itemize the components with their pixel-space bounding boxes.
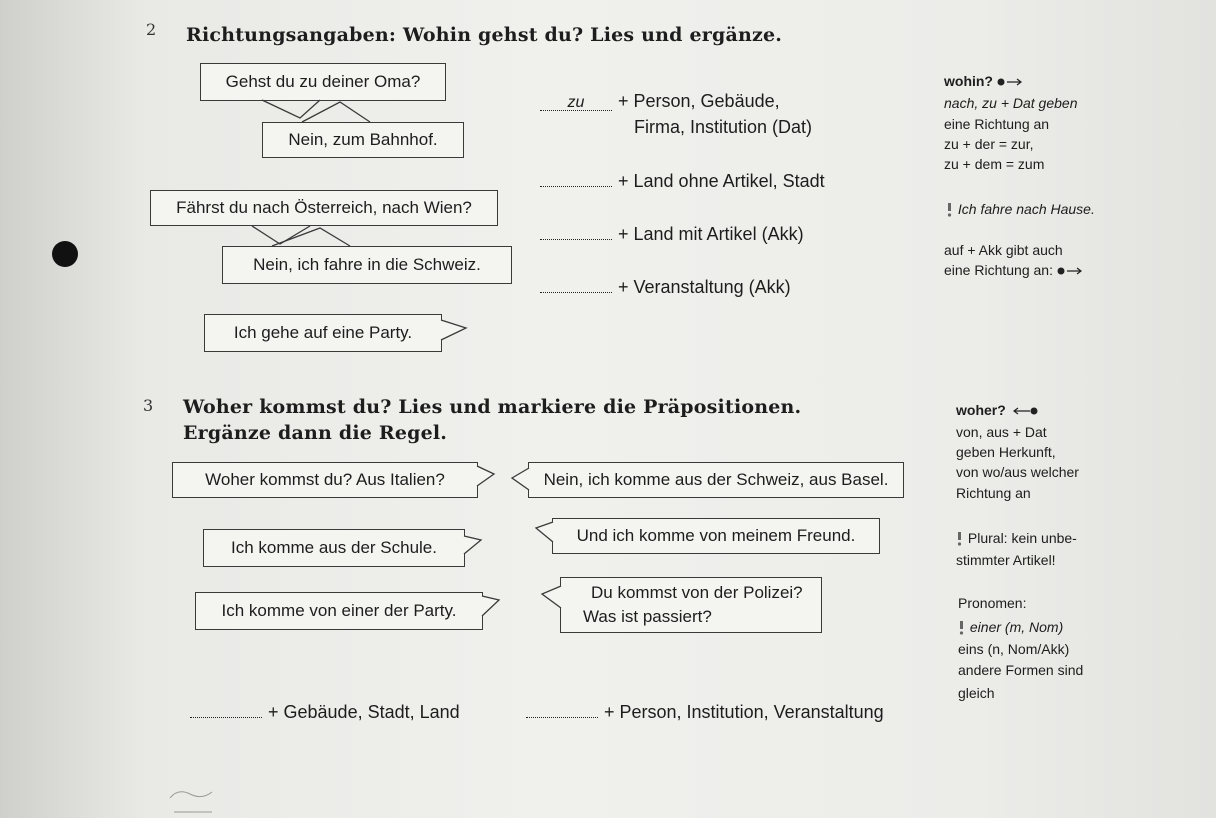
speech-bubble xyxy=(262,122,464,158)
side-note-line xyxy=(944,261,1085,280)
bubble-tail-icon xyxy=(463,532,485,562)
bubble-text: Ich gehe auf eine Party. xyxy=(233,323,413,342)
bubble-text: Nein, zum Bahnhof. xyxy=(288,130,438,149)
bubble-text: Und ich komme von meinem Freund. xyxy=(576,526,856,545)
exercise-subheading: Ergänze dann die Regel. xyxy=(183,422,448,444)
bubble-tail-icon xyxy=(270,226,390,248)
side-note-line: stimmter Artikel! xyxy=(956,552,1056,568)
rule-line xyxy=(540,91,780,112)
bubble-text: Was ist passiert? xyxy=(583,607,712,626)
side-note-line: eins (n, Nom/Akk) xyxy=(958,641,1070,657)
side-note-title xyxy=(944,72,1025,91)
speech-bubble xyxy=(200,63,446,101)
bubble-text: Du kommst von der Polizei? xyxy=(591,583,803,602)
bubble-tail-icon xyxy=(300,100,460,124)
speech-bubble xyxy=(150,190,498,226)
bubble-tail-icon xyxy=(440,318,470,348)
bubble-tail-icon xyxy=(510,466,530,496)
hint-icon xyxy=(958,621,966,635)
rule-line-continued: Firma, Institution (Dat) xyxy=(634,117,813,137)
rule-line xyxy=(190,702,460,723)
side-note-line: geben Herkunft, xyxy=(956,444,1056,460)
answer-blank[interactable] xyxy=(190,717,262,718)
rule-line xyxy=(540,171,825,192)
rule-text: + Land ohne Artikel, Stadt xyxy=(618,171,825,191)
side-note-line: auf + Akk gibt auch xyxy=(944,242,1063,258)
bubble-tail-icon xyxy=(481,594,503,624)
side-note-example xyxy=(946,200,1095,219)
binder-hole xyxy=(52,241,78,267)
scribble-icon xyxy=(168,784,218,818)
side-note-plural xyxy=(956,529,1077,548)
exercise-heading: Richtungsangaben: Wohin gehst du? Lies und ergänze. xyxy=(186,24,783,46)
speech-bubble xyxy=(204,314,442,352)
rule-line xyxy=(540,224,804,245)
bubble-text: Nein, ich fahre in die Schweiz. xyxy=(253,255,481,274)
side-text: eine Richtung an: xyxy=(944,262,1053,278)
hint-icon xyxy=(956,532,964,546)
hint-icon xyxy=(946,203,954,217)
rule-text: + Person, Institution, Veranstaltung xyxy=(604,702,884,722)
dot-arrow-right-icon xyxy=(1057,266,1085,276)
bubble-text: Ich komme von einer der Party. xyxy=(221,601,457,620)
answer-blank[interactable] xyxy=(526,717,598,718)
answer-blank[interactable]: zu xyxy=(540,96,612,111)
side-note-title xyxy=(956,401,1038,420)
side-note-line: eine Richtung an xyxy=(944,116,1050,132)
side-text: Plural: kein unbe- xyxy=(967,530,1077,546)
speech-bubble xyxy=(172,462,478,498)
bubble-tail-icon xyxy=(534,520,554,550)
arrow-left-dot-icon xyxy=(1010,406,1038,416)
speech-bubble xyxy=(222,246,512,284)
bubble-text: Woher kommst du? Aus Italien? xyxy=(205,470,445,489)
bubble-text: Gehst du zu deiner Oma? xyxy=(225,72,421,91)
side-note-line: gleich xyxy=(958,685,995,701)
side-note-line: zu + der = zur, xyxy=(944,136,1034,152)
answer-blank[interactable] xyxy=(540,239,612,240)
side-note-line: nach, zu + Dat geben xyxy=(944,95,1078,111)
rule-text: + Person, Gebäude, xyxy=(618,91,780,111)
answer-blank[interactable] xyxy=(540,186,612,187)
side-note-line: Richtung an xyxy=(956,485,1031,501)
bubble-text: Fährst du nach Österreich, nach Wien? xyxy=(176,198,472,217)
side-title: wohin? xyxy=(944,73,993,89)
rule-text: + Veranstaltung (Akk) xyxy=(618,277,791,297)
rule-text: + Gebäude, Stadt, Land xyxy=(268,702,460,722)
side-note-line: von, aus + Dat xyxy=(956,424,1047,440)
exercise-number: 3 xyxy=(143,396,154,415)
bubble-text: Ich komme aus der Schule. xyxy=(231,538,437,557)
bubble-tail-icon xyxy=(540,584,562,614)
rule-text: + Land mit Artikel (Akk) xyxy=(618,224,804,244)
answer-blank[interactable] xyxy=(540,292,612,293)
side-note-line: von wo/aus welcher xyxy=(956,464,1079,480)
speech-bubble xyxy=(552,518,880,554)
speech-bubble xyxy=(195,592,483,630)
speech-bubble xyxy=(203,529,465,567)
side-note-pronoun xyxy=(958,618,1063,637)
rule-line xyxy=(526,702,884,723)
example-text: Ich fahre nach Hause. xyxy=(957,201,1095,217)
side-note-line: andere Formen sind xyxy=(958,662,1084,678)
side-title: woher? xyxy=(956,402,1006,418)
side-note-line: Pronomen: xyxy=(958,595,1027,611)
dot-arrow-right-icon xyxy=(997,77,1025,87)
exercise-heading: Woher kommst du? Lies und markiere die Präpositionen. xyxy=(183,396,802,418)
bubble-text: Nein, ich komme aus der Schweiz, aus Basel. xyxy=(543,470,889,489)
side-note-line: zu + dem = zum xyxy=(944,156,1045,172)
side-text: einer (m, Nom) xyxy=(969,619,1064,635)
exercise-number: 2 xyxy=(146,20,157,39)
rule-line xyxy=(540,277,791,298)
speech-bubble xyxy=(528,462,904,498)
speech-bubble xyxy=(560,577,822,633)
bubble-tail-icon xyxy=(476,464,498,494)
